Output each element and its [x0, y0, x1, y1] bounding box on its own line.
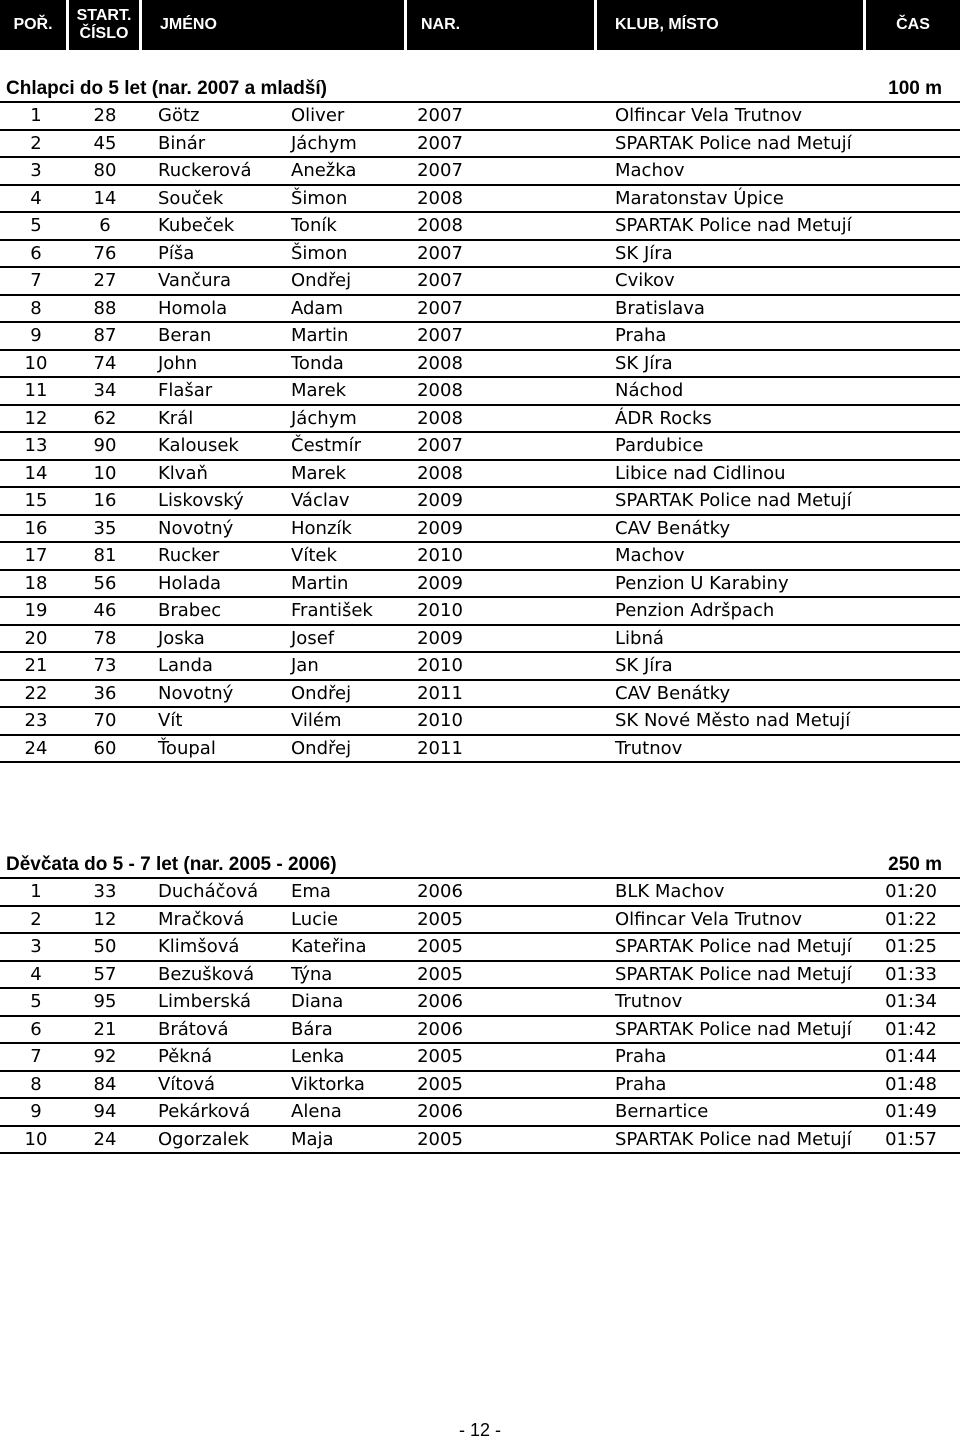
position-cell: 20 — [24, 627, 48, 649]
time-cell: 01:49 — [885, 1101, 937, 1122]
birth-year-cell: 2008 — [417, 380, 463, 401]
birth-year-cell: 2005 — [417, 1046, 463, 1067]
club-cell: CAV Benátky — [615, 682, 731, 704]
first-name-cell: Vilém — [291, 710, 342, 731]
position-cell: 5 — [30, 991, 42, 1012]
club-cell: Libice nad Cidlinou — [615, 462, 786, 484]
first-name-cell: Jáchym — [291, 132, 357, 154]
start-number-cell: 33 — [93, 881, 117, 902]
birth-year-cell: 2005 — [417, 963, 463, 985]
club-cell: Praha — [615, 1046, 667, 1067]
section-title: Děvčata do 5 - 7 let (nar. 2005 - 2006) — [6, 854, 337, 875]
club-cell: SPARTAK Police nad Metují — [615, 215, 852, 236]
club-cell: SK Nové Město nad Metují — [615, 710, 851, 731]
table-row — [0, 351, 960, 379]
first-name-cell: Čestmír — [291, 435, 362, 456]
time-cell: 01:20 — [885, 881, 937, 902]
start-number-cell: 94 — [93, 1101, 117, 1122]
surname-cell: Kubeček — [158, 215, 235, 236]
birth-year-cell: 2011 — [417, 737, 463, 759]
first-name-cell: Marek — [291, 380, 347, 401]
table-row — [0, 406, 960, 434]
position-cell: 8 — [30, 297, 42, 319]
first-name-cell: Marek — [291, 462, 347, 484]
club-cell: Machov — [615, 545, 685, 566]
header-club: KLUB, MÍSTO — [597, 0, 863, 50]
birth-year-cell: 2007 — [417, 242, 463, 264]
start-number-cell: 36 — [93, 682, 117, 704]
birth-year-cell: 2010 — [417, 655, 463, 676]
first-name-cell: Martin — [291, 325, 349, 346]
table-row — [0, 653, 960, 681]
club-cell: BLK Machov — [615, 881, 725, 902]
start-number-cell: 46 — [93, 600, 117, 621]
surname-cell: Klvaň — [158, 462, 208, 484]
position-cell: 18 — [24, 572, 48, 594]
first-name-cell: Honzík — [291, 517, 352, 539]
start-number-cell: 87 — [93, 325, 117, 346]
start-number-cell: 27 — [93, 270, 117, 291]
club-cell: Maratonstav Úpice — [615, 187, 784, 209]
birth-year-cell: 2005 — [417, 1128, 463, 1150]
surname-cell: Kalousek — [158, 435, 239, 456]
birth-year-cell: 2010 — [417, 545, 463, 566]
club-cell: SPARTAK Police nad Metují — [615, 1018, 852, 1040]
table-row — [0, 1127, 960, 1155]
results-list — [0, 103, 960, 763]
start-number-cell: 73 — [93, 655, 117, 676]
surname-cell: Novotný — [158, 517, 234, 539]
table-row — [0, 241, 960, 269]
first-name-cell: Oliver — [291, 105, 345, 126]
position-cell: 6 — [30, 1018, 42, 1040]
table-row — [0, 962, 960, 990]
birth-year-cell: 2007 — [417, 160, 463, 181]
position-cell: 9 — [30, 1101, 42, 1122]
table-row — [0, 433, 960, 461]
surname-cell: Brátová — [158, 1018, 229, 1040]
birth-year-cell: 2005 — [417, 1073, 463, 1095]
page-number: - 12 - — [458, 1420, 501, 1440]
table-row — [0, 626, 960, 654]
first-name-cell: Diana — [291, 991, 344, 1012]
birth-year-cell: 2008 — [417, 215, 463, 236]
position-cell: 10 — [24, 1128, 48, 1150]
table-row — [0, 708, 960, 736]
table-row — [0, 378, 960, 406]
first-name-cell: Ondřej — [291, 737, 352, 759]
table-row — [0, 461, 960, 489]
first-name-cell: Šimon — [291, 187, 348, 209]
start-number-cell: 10 — [93, 462, 117, 484]
birth-year-cell: 2009 — [417, 517, 463, 539]
table-row — [0, 543, 960, 571]
time-cell: 01:44 — [885, 1046, 937, 1067]
birth-year-cell: 2010 — [417, 710, 463, 731]
club-cell: Trutnov — [615, 991, 683, 1012]
start-number-cell: 62 — [93, 407, 117, 429]
position-cell: 7 — [30, 270, 42, 291]
club-cell: SPARTAK Police nad Metují — [615, 132, 852, 154]
table-row — [0, 934, 960, 962]
start-number-cell: 92 — [93, 1046, 117, 1067]
start-number-cell: 88 — [93, 297, 117, 319]
first-name-cell: Toník — [291, 215, 337, 236]
birth-year-cell: 2005 — [417, 936, 463, 957]
club-cell: SPARTAK Police nad Metují — [615, 490, 852, 511]
first-name-cell: Lenka — [291, 1046, 345, 1067]
start-number-cell: 84 — [93, 1073, 117, 1095]
birth-year-cell: 2008 — [417, 462, 463, 484]
table-row — [0, 1072, 960, 1100]
surname-cell: Brabec — [158, 600, 222, 621]
position-cell: 9 — [30, 325, 42, 346]
table-row — [0, 907, 960, 935]
surname-cell: Pekárková — [158, 1101, 251, 1122]
surname-cell: Holada — [158, 572, 222, 594]
start-number-cell: 6 — [99, 215, 111, 236]
table-row — [0, 1099, 960, 1127]
position-cell: 2 — [30, 132, 42, 154]
first-name-cell: Lucie — [291, 908, 339, 930]
surname-cell: Limberská — [158, 991, 251, 1012]
position-cell: 14 — [24, 462, 48, 484]
table-row — [0, 1017, 960, 1045]
first-name-cell: Josef — [291, 627, 335, 649]
birth-year-cell: 2006 — [417, 991, 463, 1012]
position-cell: 15 — [24, 490, 48, 511]
surname-cell: Beran — [158, 325, 212, 346]
birth-year-cell: 2009 — [417, 627, 463, 649]
club-cell: SK Jíra — [615, 242, 673, 264]
first-name-cell: Martin — [291, 572, 349, 594]
first-name-cell: Ondřej — [291, 682, 352, 704]
results-section-boys — [0, 77, 960, 763]
start-number-cell: 12 — [93, 908, 117, 930]
table-row — [0, 1044, 960, 1072]
position-cell: 6 — [30, 242, 42, 264]
table-row — [0, 598, 960, 626]
surname-cell: Klimšová — [158, 936, 240, 957]
first-name-cell: Tonda — [291, 352, 344, 374]
surname-cell: Ducháčová — [158, 881, 259, 902]
club-cell: Bernartice — [615, 1101, 709, 1122]
birth-year-cell: 2010 — [417, 600, 463, 621]
first-name-cell: Šimon — [291, 242, 348, 264]
birth-year-cell: 2008 — [417, 352, 463, 374]
club-cell: SK Jíra — [615, 352, 673, 374]
start-number-cell: 14 — [93, 187, 117, 209]
table-row — [0, 213, 960, 241]
table-row — [0, 989, 960, 1017]
surname-cell: John — [158, 352, 198, 374]
club-cell: SPARTAK Police nad Metují — [615, 936, 852, 957]
surname-cell: Bezušková — [158, 963, 255, 985]
first-name-cell: Václav — [291, 490, 350, 511]
position-cell: 17 — [24, 545, 48, 566]
position-cell: 13 — [24, 435, 48, 456]
first-name-cell: Ondřej — [291, 270, 352, 291]
club-cell: Penzion Adršpach — [615, 600, 775, 621]
club-cell: Trutnov — [615, 737, 683, 759]
birth-year-cell: 2009 — [417, 572, 463, 594]
start-number-cell: 34 — [93, 380, 117, 401]
table-row — [0, 131, 960, 159]
table-row — [0, 186, 960, 214]
club-cell: Pardubice — [615, 435, 704, 456]
birth-year-cell: 2007 — [417, 325, 463, 346]
surname-cell: Homola — [158, 297, 228, 319]
first-name-cell: Maja — [291, 1128, 334, 1150]
birth-year-cell: 2007 — [417, 270, 463, 291]
first-name-cell: Viktorka — [291, 1073, 365, 1095]
position-cell: 10 — [24, 352, 48, 374]
time-cell: 01:25 — [885, 936, 937, 957]
position-cell: 5 — [30, 215, 42, 236]
club-cell: Bratislava — [615, 297, 705, 319]
position-cell: 23 — [24, 710, 48, 731]
position-cell: 12 — [24, 407, 48, 429]
header-time: ČAS — [866, 0, 960, 50]
club-cell: Machov — [615, 160, 685, 181]
birth-year-cell: 2006 — [417, 1018, 463, 1040]
section-distance: 250 m — [888, 854, 942, 875]
table-row — [0, 296, 960, 324]
position-cell: 7 — [30, 1046, 42, 1067]
start-number-cell: 90 — [93, 435, 117, 456]
header-name: JMÉNO — [142, 0, 404, 50]
position-cell: 16 — [24, 517, 48, 539]
surname-cell: Vít — [158, 710, 183, 731]
surname-cell: Götz — [158, 105, 200, 126]
position-cell: 21 — [24, 655, 48, 676]
birth-year-cell: 2007 — [417, 132, 463, 154]
birth-year-cell: 2009 — [417, 490, 463, 511]
club-cell: SK Jíra — [615, 655, 673, 676]
surname-cell: Píša — [158, 242, 195, 264]
table-row — [0, 268, 960, 296]
results-section-girls — [0, 853, 960, 1154]
club-cell: CAV Benátky — [615, 517, 731, 539]
start-number-cell: 50 — [93, 936, 117, 957]
club-cell: SPARTAK Police nad Metují — [615, 963, 852, 985]
position-cell: 3 — [30, 936, 42, 957]
position-cell: 1 — [30, 105, 42, 126]
surname-cell: Vítová — [158, 1073, 216, 1095]
section-title-row — [0, 853, 960, 879]
surname-cell: Souček — [158, 187, 224, 209]
club-cell: Náchod — [615, 380, 684, 401]
club-cell: Praha — [615, 1073, 667, 1095]
table-row — [0, 103, 960, 131]
header-birth-year: NAR. — [407, 0, 594, 50]
club-cell: Olfincar Vela Trutnov — [615, 105, 802, 126]
start-number-cell: 35 — [93, 517, 117, 539]
table-row — [0, 158, 960, 186]
birth-year-cell: 2007 — [417, 435, 463, 456]
position-cell: 2 — [30, 908, 42, 930]
time-cell: 01:48 — [885, 1073, 937, 1095]
club-cell: ÁDR Rocks — [615, 407, 712, 429]
birth-year-cell: 2008 — [417, 187, 463, 209]
club-cell: Cvikov — [615, 270, 675, 291]
first-name-cell: Anežka — [291, 160, 357, 181]
time-cell: 01:33 — [885, 963, 937, 985]
surname-cell: Ruckerová — [158, 160, 252, 181]
birth-year-cell: 2007 — [417, 297, 463, 319]
start-number-cell: 70 — [93, 710, 117, 731]
surname-cell: Joska — [158, 627, 205, 649]
surname-cell: Vančura — [158, 270, 232, 291]
time-cell: 01:34 — [885, 991, 937, 1012]
start-number-cell: 24 — [93, 1128, 117, 1150]
start-number-cell: 81 — [93, 545, 117, 566]
club-cell: Praha — [615, 325, 667, 346]
results-list — [0, 879, 960, 1154]
club-cell: Libná — [615, 627, 664, 649]
first-name-cell: František — [291, 600, 373, 621]
time-cell: 01:42 — [885, 1018, 937, 1040]
start-number-cell: 74 — [93, 352, 117, 374]
start-number-cell: 76 — [93, 242, 117, 264]
table-row — [0, 681, 960, 709]
birth-year-cell: 2006 — [417, 881, 463, 902]
table-row — [0, 571, 960, 599]
surname-cell: Liskovský — [158, 490, 244, 511]
first-name-cell: Ema — [291, 881, 331, 902]
club-cell: Olfincar Vela Trutnov — [615, 908, 802, 930]
start-number-cell: 45 — [93, 132, 117, 154]
position-cell: 4 — [30, 963, 42, 985]
position-cell: 4 — [30, 187, 42, 209]
position-cell: 19 — [24, 600, 48, 621]
surname-cell: Rucker — [158, 545, 220, 566]
table-row — [0, 323, 960, 351]
surname-cell: Ťoupal — [158, 737, 216, 759]
first-name-cell: Adam — [291, 297, 343, 319]
surname-cell: Landa — [158, 655, 213, 676]
start-number-cell: 57 — [93, 963, 117, 985]
start-number-cell: 80 — [93, 160, 117, 181]
section-title-row — [0, 77, 960, 103]
position-cell: 8 — [30, 1073, 42, 1095]
table-row — [0, 516, 960, 544]
position-cell: 11 — [24, 380, 48, 401]
start-number-cell: 21 — [93, 1018, 117, 1040]
section-title: Chlapci do 5 let (nar. 2007 a mladší) — [6, 78, 328, 99]
surname-cell: Ogorzalek — [158, 1128, 249, 1150]
section-distance: 100 m — [888, 78, 942, 99]
birth-year-cell: 2005 — [417, 908, 463, 930]
header-position: POŘ. — [0, 0, 66, 50]
position-cell: 3 — [30, 160, 42, 181]
club-cell: SPARTAK Police nad Metují — [615, 1128, 852, 1150]
table-header — [0, 0, 960, 50]
first-name-cell: Alena — [291, 1101, 342, 1122]
start-number-cell: 95 — [93, 991, 117, 1012]
table-row — [0, 488, 960, 516]
start-number-cell: 16 — [93, 490, 117, 511]
start-number-cell: 60 — [93, 737, 117, 759]
position-cell: 22 — [24, 682, 48, 704]
birth-year-cell: 2006 — [417, 1101, 463, 1122]
first-name-cell: Vítek — [291, 545, 337, 566]
surname-cell: Flašar — [158, 380, 213, 401]
first-name-cell: Týna — [291, 963, 333, 985]
position-cell: 24 — [24, 737, 48, 759]
first-name-cell: Bára — [291, 1018, 333, 1040]
table-row — [0, 736, 960, 764]
surname-cell: Král — [158, 407, 194, 429]
time-cell: 01:57 — [885, 1128, 937, 1150]
birth-year-cell: 2008 — [417, 407, 463, 429]
birth-year-cell: 2011 — [417, 682, 463, 704]
start-number-cell: 28 — [93, 105, 117, 126]
start-number-cell: 78 — [93, 627, 117, 649]
surname-cell: Pěkná — [158, 1046, 213, 1067]
header-start-number: START. ČÍSLO — [69, 0, 139, 50]
surname-cell: Novotný — [158, 682, 234, 704]
surname-cell: Mračková — [158, 908, 245, 930]
first-name-cell: Jan — [291, 655, 319, 676]
first-name-cell: Kateřina — [291, 936, 367, 957]
time-cell: 01:22 — [885, 908, 937, 930]
birth-year-cell: 2007 — [417, 105, 463, 126]
first-name-cell: Jáchym — [291, 407, 357, 429]
table-row — [0, 879, 960, 907]
position-cell: 1 — [30, 881, 42, 902]
club-cell: Penzion U Karabiny — [615, 572, 789, 594]
surname-cell: Binár — [158, 132, 206, 154]
start-number-cell: 56 — [93, 572, 117, 594]
